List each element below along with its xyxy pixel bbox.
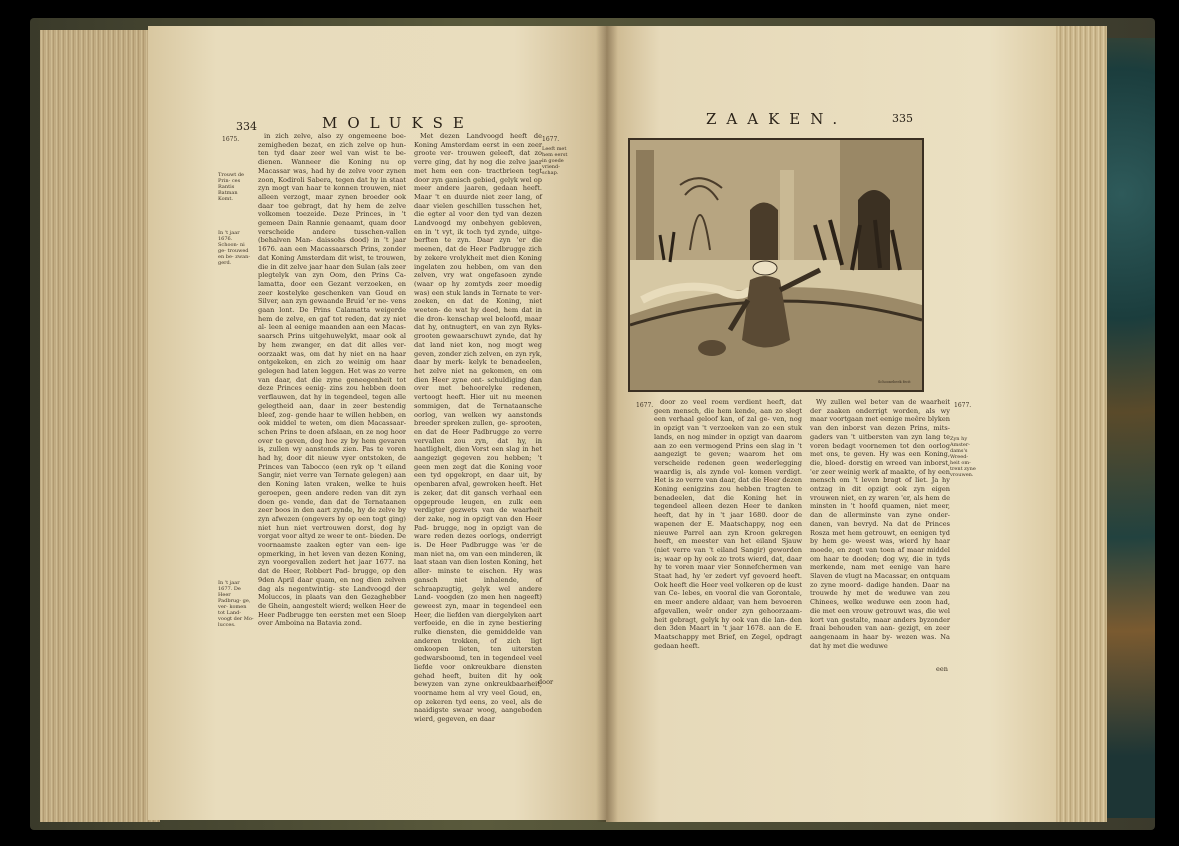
right-column-1-text: door zo veel roem verdient heeft, dat geen mensch, die hem kende, aan zo slegt een verhaal geloof kan, of zal ge- ven, nog in opzigt van 't verzoeken van zo een stuk lands, en nog minder in opzigt van daarom aan zo een vermogend Prins een slag in 't aangezigt te geven; waarom het om verscheide redenen geen wederlegging waardig is, als zynde vol- komen verdigt. Het is zo verre van daar, dat die Heer dezen Koning eenigzins zou hebben tragten te benadeelen, dat die Koning het in tegendeel alleen dezen Heer te danken heeft, dat hy in 't jaar 1680. door de wapenen der E. Maatschappy, nog een nieuwe Parrel aan zyn Kroon gekregen heeft, en meester van het eiland Sjauw (niet verre van 't eiland Sangir) geworden is; waar op hy ook zo trots wierd, dat, daar hy te voren maar vier Sonnefchermen van Staat had, hy 'er zedert vyf gevoerd heeft. Ook heeft die Heer veel volkeren op de kust van Ce- lebes, en vooral die van Gorontale, en meer andere aldaar, van hem bevoeren afgevallen, weêr onder zyn gehoorzaam- heit gebragt, gelyk hy ook van die lan- den den 3den Maart in 't jaar 1678. aan de E. Maatschappy met Brief, en Zegel, opdragt gedaan heeft. bbox=[654, 398, 802, 650]
open-book bbox=[30, 18, 1155, 830]
right-catchword: een bbox=[936, 665, 948, 673]
left-column-1 bbox=[258, 132, 406, 692]
left-page-header: MOLUKSE bbox=[322, 114, 474, 132]
left-margin-year: 1675. bbox=[222, 136, 240, 143]
left-column-2-margin-note: Leeft met hem eerst in goede vriend- schap. bbox=[542, 146, 568, 176]
left-column-2-year: 1677. bbox=[542, 136, 560, 143]
marbled-endpaper bbox=[1107, 38, 1155, 818]
left-column-1-text: in zich zelve, also zy ongemeene boe- zemigheden bezat, en zich zelve op hun- ten tyd daar zeer wel van wist te be- dienen. Wanneer die Koning nu op Macassar was, had hy de zelve voor zynen zoon, Kodiroli Sabera, tegen dat hy in staat zyn mogt van haar te konnen trouwen, niet alleen verzogt, maar zynen broeder ook daar toe gebragt, dat hy hem de zelve volkomen toezeide. Deze Princes, in 't gemeen Dain Rannie genaamt, quam door verscheide andere tusschen-vallen (behalven Man- daissohs dood) in 't jaar 1676. aan een Macassaarsch Prins, zonder dat Koning Amsterdam dit wist, te trouwen, die in dit zelve jaar haar den Sulan (als zeer plegtelyk van zyn Oom, den Prins Ca- lamatta, door een Gezant verzoeken, en zeer kostelyke geschenken van Goud en Silver, aan zyn gewaande Bruid 'er ne- vens gaan lont. De Prins Calamatta weigerde hem de zelve, en gaf tot reden, dat zy niet al- leen al eenige maanden aan een Macas- saarsch Prins uitgehuwelykt, maar ook al by hem zwanger, en dat dit alles ver- oorzaakt was, om dat hy niet en na haar ontgekeken, en zich zo weinig om haar gelegen had laten leggen. Het was zo verre van daar, dat die zyne geneegenheit tot deze Princes eenig- zins zou hebben doen verflauwen, dat hy in tegendeel, tegen alle gelegtheid aan, daar in zeer bestendig bleef, zog- gende haar te willen hebben, en ook middel te weten, om dien Macassaar- schen Prins te doen afslaan, en ze nog hoor over te geven, dog hoe zy by hem gevaren is, zullen wy aanstonds zien. Pas te voren had hy, door dit nieuw vyer ontstoken, de Princes van Tabocco (een ryk op 't eiland Sangir, niet verre van Ternate gelegen) aan den Koning laten vraken, welke te huis geroepen, geen andere reden van dit zyn doen ge- vende, dan dat de Ternataanen zeer boos in den aart zynde, hy de zelve by zyn afwezen (ongevers by op een togt ging) niet hun niet vertrouwen dorst, dog hy vorgat voor altyd ze weer te ont- bieden. De voornaamste zaaken egter van een- ige opmerking, in het leven van dezen Koning, zyn voorgevallen zedert het jaar 1677. na dat de Heer, Robbert Pad- brugge, op den 9den April daar quam, en nog dien zelven dag als negentwintig- ste Landvoogd der Moluccos, in plaats van den Gezaghebber de Ghein, aangestelt wierd; welken Heer de Heer Padbrugge ten eersten met een Sloep over Amboina na Batavia zond. bbox=[258, 132, 406, 628]
left-margin-note-2: In 't jaar 1676. Schoon- ni ge- trouwed en be- zwan- gerd. bbox=[218, 230, 251, 266]
left-margin-note-3: In 't jaar 1677. De Heer Padbrug- ge, ver- komen tot Land- voogt der Mo- lucces. bbox=[218, 580, 254, 628]
book-gutter bbox=[596, 26, 618, 822]
left-column-2-text: Met dezen Landvoogd heeft de Koning Amsterdam eerst in een zeer groote ver- trouwen geleeft, dat zo verre ging, dat hy nog die zelve jaar met hem een con- tractbrieen tegt door zyn ganisch gebied, gelyk wel op meer andere jaaren, gedaan heeft. Maar 't en duurde niet zeer lang, of daar vielen geschillen tusschen het, die egter al voor den tyd van dezen Landvoogd my onbehyen gebleven, en in 't vyt, ik toch tyd zynde, uitge- berften te zyn. Daar zyn 'er die meenen, dat de Heer Padbrugge zich by zekere vrolykheit met dien Koning ingelaten zou hebben, om van den zelven, vry wat ongefasoen zynde (waar op hy zomtyds zeer moedig was) een stuk lands in Ternate te ver- zoeken, en dat de Koning, niet weeten- de wat hy deed, hem dat in die dron- kenschap wel beloofd, maar dat hy, ontnugtert, en van zyn Ryks-grooten gewaarschuwt zynde, dat hy dat land niet kon, nog mogt weg geven, zonder zich zelven, en zyn ryk, daar by merk- kelyk te benadeelen, het zelve niet na gekomen, en om dien Heer zyne ont- schuldiging dan over met behoorelyke redenen, vertoogt heeft. Hier uit nu meenen sommigen, dat de Ternataansche oorlog, van welken wy aanstonds breeder spreken zullen, ge- sprooten, en dat de Heer Padbrugge zo verre vervallen zou zyn, dat hy, in haatlighelt, dien Vorst een slag in het aangezigt gegeven zou hebben; 't geen men zegt dat die Koning voor een tyd opgekropt, en daar uit, by openbaren afval, gewroken heeft. Het is zeker, dat dit gansch verhaal een opgeproude leugen, en zulk een verdigter gezwets van de waarheit der zake, nog in opzigt van den Heer Pad- brugge, nog in opzigt van de ware reden dezes oorlogs, onderrigt is. De Heer Padbrugge was 'er de man niet na, om van een minderen, ik laat staan van dien losten Koning, het aller- minste te eischen. Hy was gansch niet inhalende, of schraapzugtig, gelyk wel andere Land- voogden (zo men hen nageeft) geweest zyn, maar in tegendeel een Heer, die liefden van diergelyken aart verfoeide, en die in zyne bestiering rulke diensten, die gemiddelde van anderen trokken, of zich ligt omkoopen lieten, ten uitersten gedwarsboomd, ten in tegendeel veel liefde voor onkreukbare diensten gehad heeft, buiten dit hy ook bewyzen van zyne onkreukbaarheit, voorname hem al vry veel Goud, en, op zekeren tyd eens, zo veel, als de naaidigste swaar woog, aangeboden wierd, gegeven, en daar bbox=[414, 132, 542, 724]
left-page-number: 334 bbox=[236, 120, 257, 133]
left-column-2 bbox=[414, 132, 542, 724]
right-margin-note: Zyn hy Amster- dams's Wreed- heit om- trent zyne vrouwen. bbox=[950, 436, 976, 478]
left-margin-note-1: Trouwt de Prin- ces Rantis Batman Komt. bbox=[218, 172, 244, 202]
right-page-header: ZAAKEN. bbox=[706, 110, 848, 128]
engraving-illustration bbox=[630, 140, 922, 390]
right-right-margin-year: 1677. bbox=[954, 402, 972, 409]
right-page-number: 335 bbox=[892, 112, 913, 125]
right-page-edges bbox=[1047, 26, 1107, 822]
right-column-2 bbox=[810, 398, 950, 666]
plate-credit: Schoonebeek fecit bbox=[878, 380, 911, 384]
right-left-margin-year: 1677. bbox=[636, 402, 654, 409]
right-column-1 bbox=[654, 398, 802, 668]
left-page-edges bbox=[40, 30, 160, 822]
left-catchword: door bbox=[538, 678, 554, 686]
engraving-plate bbox=[628, 138, 924, 392]
right-column-2-text: Wy zullen wel beter van de waarheit der zaaken onderrigt worden, als wy maar voortgaan met eenige meêre blyken van den inborst van dezen Prins, mits- gaders van 't uitbersten van zyn lang te voren bedagt voornemen tot den oorlog met ons, te geven. Hy was een Koning, die, bloed- dorstig en wreed van inborst, 'er zeer weinig werk af maakte, of hy een mensch om 't leven bragt of liet. Ja hy ontzag in dit opzigt ook zyn eigen vrouwen niet, en zy waren 'er, als hem de minsten in 't hoofd quamen, niet meer, dan de allerminste van zyne onder- danen, van bevryd. Na dat de Princes Rosza met hem getrouwt, en eenigen tyd by hem ge- weest was, wierd hy haar moede, en zogt van toen af maar middel om haar te dooden; dog wy, die in tyds merkende, nam met eenige van hare Slaven de vlugt na Macassar, en ontquam zo zyne moord- dadige handen. Daar na trouwde hy met de weduwe van zeu Chinees, welke weduwe een zoon had, die met een vrouw getrouwt was, die wel kort van gestalte, maar anders byzonder fraai behouden van aan- gezigt, en zeer aangenaam in haar by- wezen was. Na dat hy met die weduwe bbox=[810, 398, 950, 650]
